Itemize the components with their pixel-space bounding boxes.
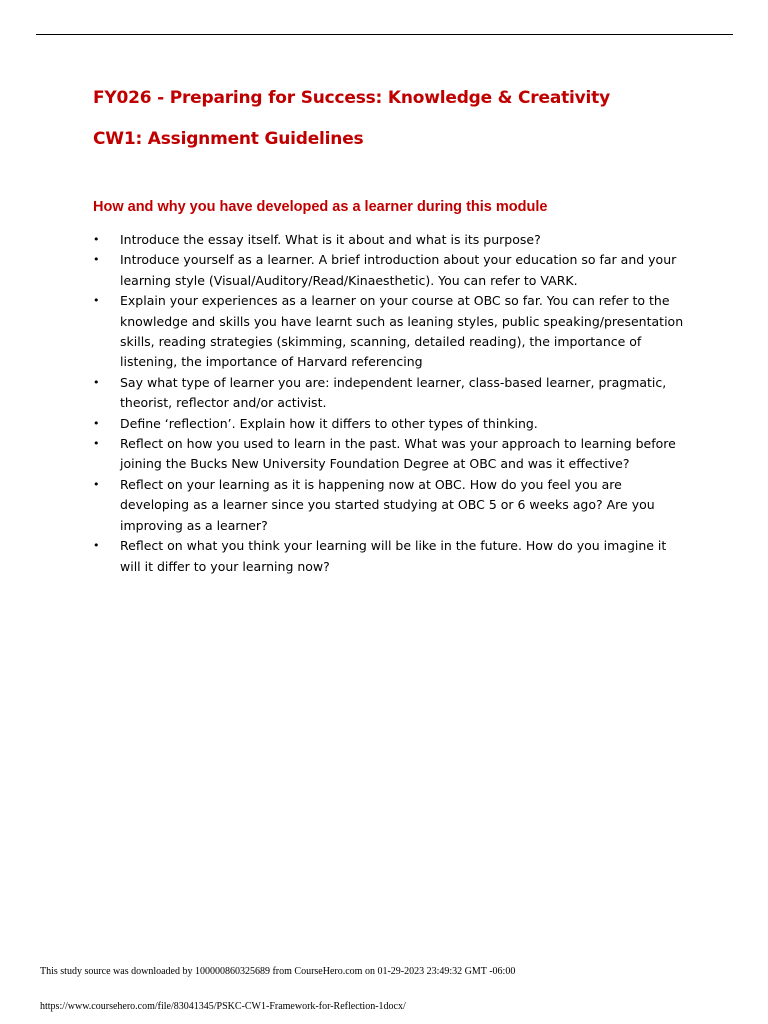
list-item <box>93 536 685 577</box>
source-url-link[interactable]: https://www.coursehero.com/file/83041345/PSKC-CW1-Framework-for-Reflection-1docx/ <box>40 1001 406 1012</box>
list-item-text: Reflect on your learning as it is happening now at OBC. How do you feel you are developing as a learner since you started studying at OBC 5 or 6 weeks ago? Are you improving as a learner? <box>120 476 655 533</box>
list-item <box>93 373 685 414</box>
list-item <box>93 250 685 291</box>
header-divider <box>36 34 733 35</box>
guidelines-list <box>93 230 685 577</box>
list-item-text: Reflect on what you think your learning will be like in the future. How do you imagine it will it differ to your learning now? <box>120 538 667 574</box>
list-item <box>93 475 685 536</box>
document-title: FY026 - Preparing for Success: Knowledge & Creativity <box>93 88 610 108</box>
list-item <box>93 230 685 250</box>
bullet-icon: • <box>93 233 100 246</box>
section-heading: How and why you have developed as a learner during this module <box>93 199 548 215</box>
list-item-text: Explain your experiences as a learner on your course at OBC so far. You can refer to the knowledge and skills you have learnt such as leaning styles, public speaking/presentation skills, reading strategies (skimming, scanning, detailed reading), the importance of listening, the importance of Harvard referencing <box>120 293 684 370</box>
list-item-text: Reflect on how you used to learn in the past. What was your approach to learning before joining the Bucks New University Foundation Degree at OBC and was it effective? <box>120 436 676 472</box>
list-item <box>93 291 685 373</box>
list-item-text: Introduce yourself as a learner. A brief introduction about your education so far and your learning style (Visual/Auditory/Read/Kinaesthetic). You can refer to VARK. <box>120 252 677 288</box>
bullet-icon: • <box>93 539 100 553</box>
list-item-text: Introduce the essay itself. What is it about and what is its purpose? <box>120 232 541 247</box>
bullet-icon: • <box>93 416 100 430</box>
bullet-icon: • <box>93 437 100 451</box>
bullet-icon: • <box>93 253 100 267</box>
bullet-icon: • <box>93 375 100 389</box>
list-item <box>93 414 685 434</box>
bullet-icon: • <box>93 294 100 308</box>
list-item-text: Define ‘reflection’. Explain how it differs to other types of thinking. <box>120 415 538 431</box>
list-item-text: Say what type of learner you are: independent learner, class-based learner, pragmatic, theorist, reflector and/or activist. <box>120 374 667 411</box>
list-item <box>93 434 685 475</box>
download-notice: This study source was downloaded by 100000860325689 from CourseHero.com on 01-29-2023 23:49:32 GMT -06:00 <box>40 966 516 977</box>
bullet-icon: • <box>93 477 100 491</box>
document-subtitle: CW1: Assignment Guidelines <box>93 129 364 149</box>
